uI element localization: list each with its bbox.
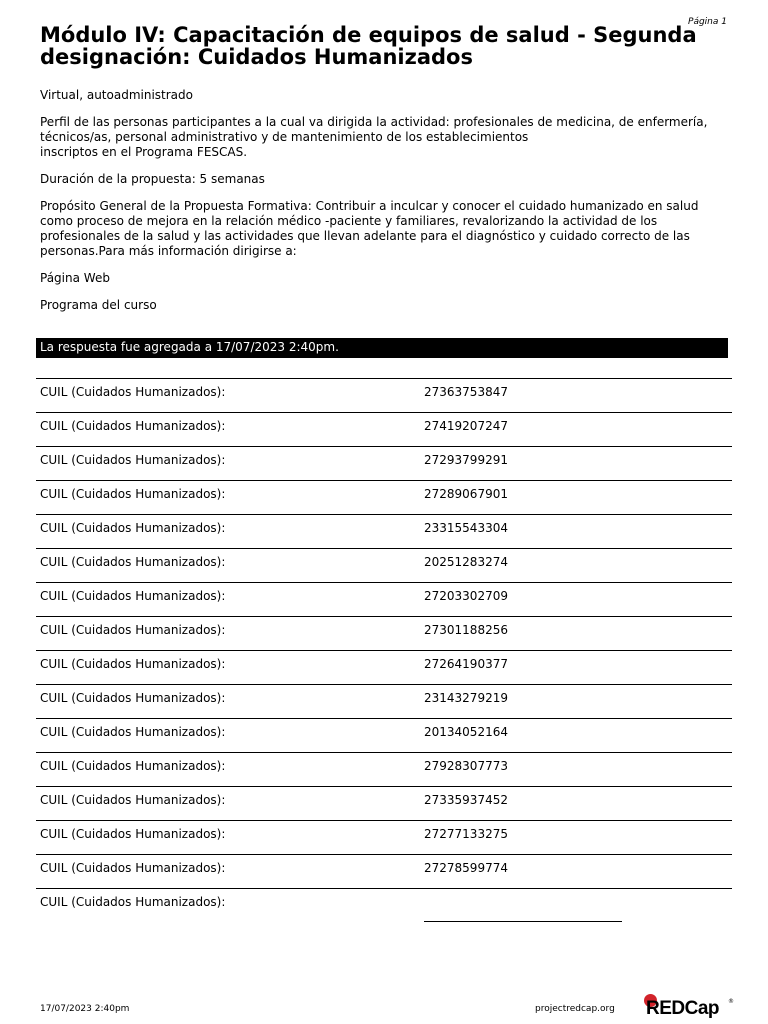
- table-row: [36, 378, 732, 412]
- row-value: 27293799291: [424, 453, 508, 467]
- row-label: CUIL (Cuidados Humanizados):: [40, 623, 226, 637]
- table-row: [36, 752, 732, 786]
- row-label: CUIL (Cuidados Humanizados):: [40, 657, 226, 671]
- redcap-logo: [644, 994, 736, 1020]
- row-label: CUIL (Cuidados Humanizados):: [40, 487, 226, 501]
- row-label: CUIL (Cuidados Humanizados):: [40, 589, 226, 603]
- profile-text: Perfil de las personas participantes a la cual va dirigida la actividad: profesionales de medicina, de enfermería, técnicos/as, personal administrativo y de mantenimiento de los establecimientos inscriptos en el Programa FESCAS.: [40, 115, 708, 159]
- row-label: CUIL (Cuidados Humanizados):: [40, 385, 226, 399]
- table-row: [36, 412, 732, 446]
- table-row: [36, 718, 732, 752]
- response-table: [36, 378, 732, 929]
- table-row: [36, 684, 732, 718]
- table-row: [36, 582, 732, 616]
- table-row: [36, 616, 732, 650]
- logo-registered-mark: ®: [728, 998, 734, 1005]
- row-value: 27301188256: [424, 623, 508, 637]
- row-value: 20251283274: [424, 555, 508, 569]
- row-value: 27203302709: [424, 589, 508, 603]
- logo-text: REDCap: [646, 998, 720, 1019]
- row-label: CUIL (Cuidados Humanizados):: [40, 759, 226, 773]
- row-value: 27335937452: [424, 793, 508, 807]
- row-label: CUIL (Cuidados Humanizados):: [40, 555, 226, 569]
- page-label: Página 1: [688, 17, 727, 27]
- row-value: 27289067901: [424, 487, 508, 501]
- row-value: 27363753847: [424, 385, 508, 399]
- blank-answer-line: [424, 921, 622, 922]
- table-row: [36, 786, 732, 820]
- row-label: CUIL (Cuidados Humanizados):: [40, 419, 226, 433]
- row-label: CUIL (Cuidados Humanizados):: [40, 725, 226, 739]
- table-row: [36, 514, 732, 548]
- table-row-blank: [36, 888, 732, 929]
- row-value: 23143279219: [424, 691, 508, 705]
- modality-text: Virtual, autoadministrado: [40, 88, 193, 102]
- table-row: [36, 480, 732, 514]
- program-link[interactable]: Programa del curso: [40, 298, 157, 312]
- row-value: 27278599774: [424, 861, 508, 875]
- row-label: CUIL (Cuidados Humanizados):: [40, 521, 226, 535]
- row-value: 27277133275: [424, 827, 508, 841]
- row-label: CUIL (Cuidados Humanizados):: [40, 895, 226, 909]
- purpose-text: Propósito General de la Propuesta Formativa: Contribuir a inculcar y conocer el cuidado humanizado en salud como proceso de mejora en la relación médico -paciente y familiares, revalorizando la actividad de los profesionales de la salud y las actividades que llevan adelante para el diagnóstico y cuidado correcto de las personas.Para más información dirigirse a:: [40, 199, 699, 258]
- row-label: CUIL (Cuidados Humanizados):: [40, 453, 226, 467]
- table-row: [36, 548, 732, 582]
- intro-section: [40, 88, 730, 325]
- row-value: 27419207247: [424, 419, 508, 433]
- table-row: [36, 854, 732, 888]
- table-row: [36, 446, 732, 480]
- row-label: CUIL (Cuidados Humanizados):: [40, 793, 226, 807]
- web-link[interactable]: Página Web: [40, 271, 110, 285]
- table-row: [36, 820, 732, 854]
- row-label: CUIL (Cuidados Humanizados):: [40, 691, 226, 705]
- page-title: Módulo IV: Capacitación de equipos de salud - Segunda designación: Cuidados Humanizados: [40, 23, 697, 69]
- row-value: 20134052164: [424, 725, 508, 739]
- footer-site: projectredcap.org: [535, 1004, 615, 1014]
- row-value: 27928307773: [424, 759, 508, 773]
- row-label: CUIL (Cuidados Humanizados):: [40, 861, 226, 875]
- row-label: CUIL (Cuidados Humanizados):: [40, 827, 226, 841]
- duration-text: Duración de la propuesta: 5 semanas: [40, 172, 265, 186]
- table-row: [36, 650, 732, 684]
- footer-date: 17/07/2023 2:40pm: [40, 1004, 130, 1014]
- row-value: 23315543304: [424, 521, 508, 535]
- row-value: 27264190377: [424, 657, 508, 671]
- response-notice-banner: La respuesta fue agregada a 17/07/2023 2:40pm.: [36, 338, 728, 358]
